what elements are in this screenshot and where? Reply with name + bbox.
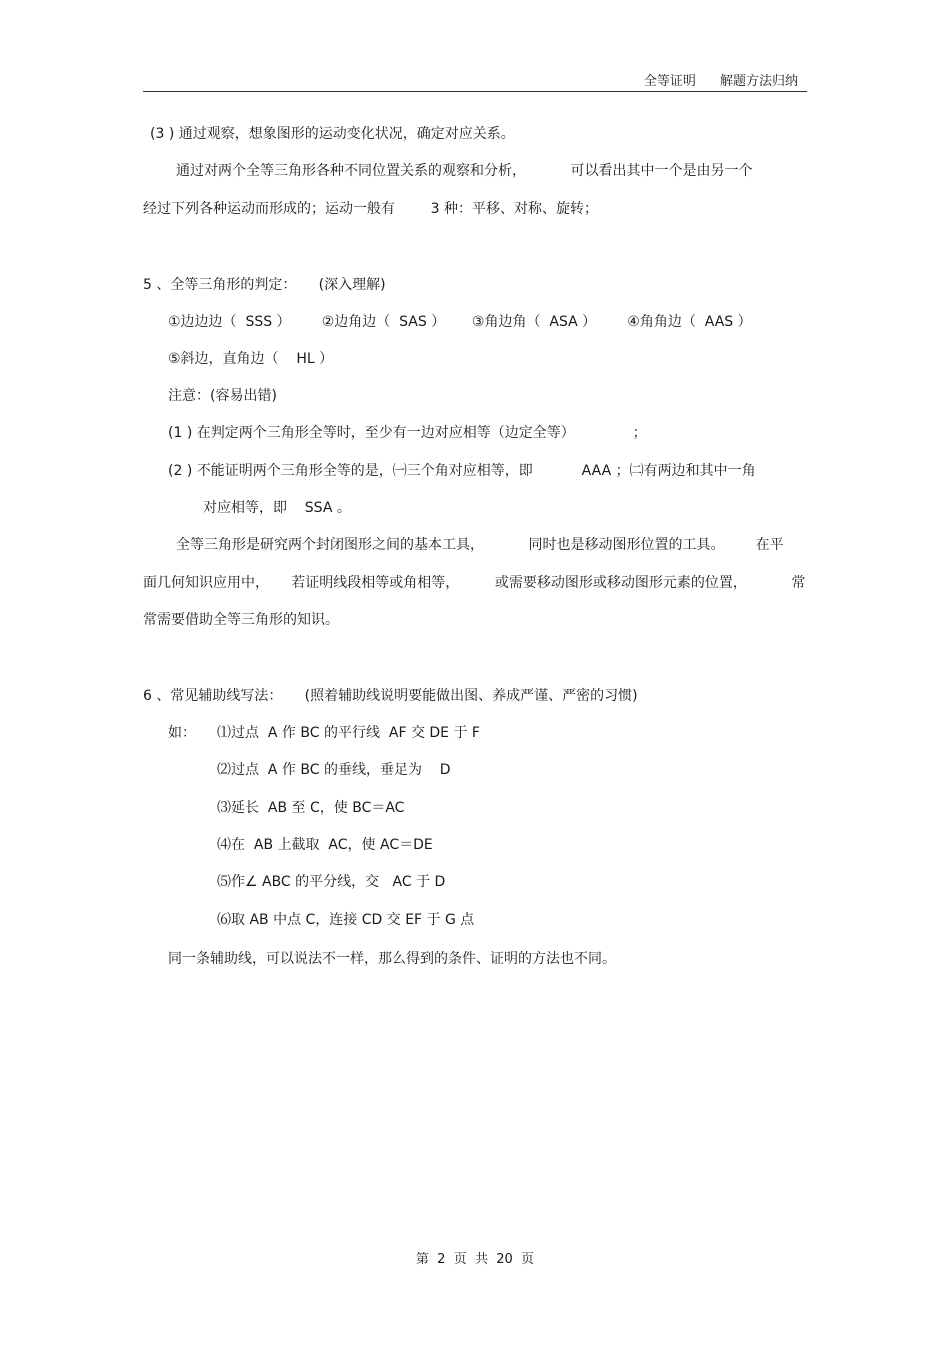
closing-remark: 同一条辅助线，可以说法不一样，那么得到的条件、证明的方法也不同。 xyxy=(168,951,616,967)
note-item: (2 ) 不能证明两个三角形全等的是，㈠三个角对应相等，即 AAA ；㈡有两边和其中一角 xyxy=(168,463,756,479)
criteria-list: ⑤斜边，直角边（ HL ） xyxy=(168,351,334,367)
page-number: 第 2 页 共 20 页 xyxy=(415,1252,535,1267)
example-lead: 如： xyxy=(168,725,196,741)
list-item: ⑸作∠ ABC 的平分线，交 AC 于 D xyxy=(217,874,446,890)
list-item: ⑶延长 AB 至 C，使 BC＝AC xyxy=(217,800,405,816)
section-6-title: 6 、常见辅助线写法： (照着辅助线说明要能做出图、养成严谨、严密的习惯) xyxy=(143,688,638,704)
list-item: ⑵过点 A 作 BC 的垂线，垂足为 D xyxy=(217,762,451,778)
header-divider xyxy=(143,91,807,92)
paragraph-line: 全等三角形是研究两个封闭图形之间的基本工具， 同时也是移动图形位置的工具。 在平 xyxy=(176,537,784,553)
point-3: (3 ) 通过观察，想象图形的运动变化状况，确定对应关系。 xyxy=(150,126,515,142)
note-item: (1 ) 在判定两个三角形全等时，至少有一边对应相等（边定全等） ； xyxy=(168,425,647,441)
criteria-list: ①边边边（ SSS ） ②边角边（ SAS ） ③角边角（ ASA ） ④角角边（ AAS ） xyxy=(168,314,752,330)
header-title: 全等证明 xyxy=(643,74,696,89)
list-item: ⑴过点 A 作 BC 的平行线 AF 交 DE 于 F xyxy=(217,725,480,741)
section-5-title: 5 、全等三角形的判定： (深入理解) xyxy=(143,277,386,293)
paragraph-line: 常需要借助全等三角形的知识。 xyxy=(143,612,339,628)
note-item: 对应相等，即 SSA 。 xyxy=(203,500,351,516)
note-heading: 注意：(容易出错) xyxy=(168,388,277,404)
page-header xyxy=(624,70,798,89)
paragraph-line: 通过对两个全等三角形各种不同位置关系的观察和分析， 可以看出其中一个是由另一个 xyxy=(176,163,753,179)
paragraph-line: 面几何知识应用中， 若证明线段相等或角相等， 或需要移动图形或移动图形元素的位置， 常 xyxy=(143,575,806,591)
paragraph-line: 经过下列各种运动而形成的；运动一般有 3 种：平移、对称、旋转； xyxy=(143,201,598,217)
header-subtitle: 解题方法归纳 xyxy=(719,74,798,89)
list-item: ⑷在 AB 上截取 AC，使 AC＝DE xyxy=(217,837,433,853)
list-item: ⑹取 AB 中点 C，连接 CD 交 EF 于 G 点 xyxy=(217,912,475,928)
